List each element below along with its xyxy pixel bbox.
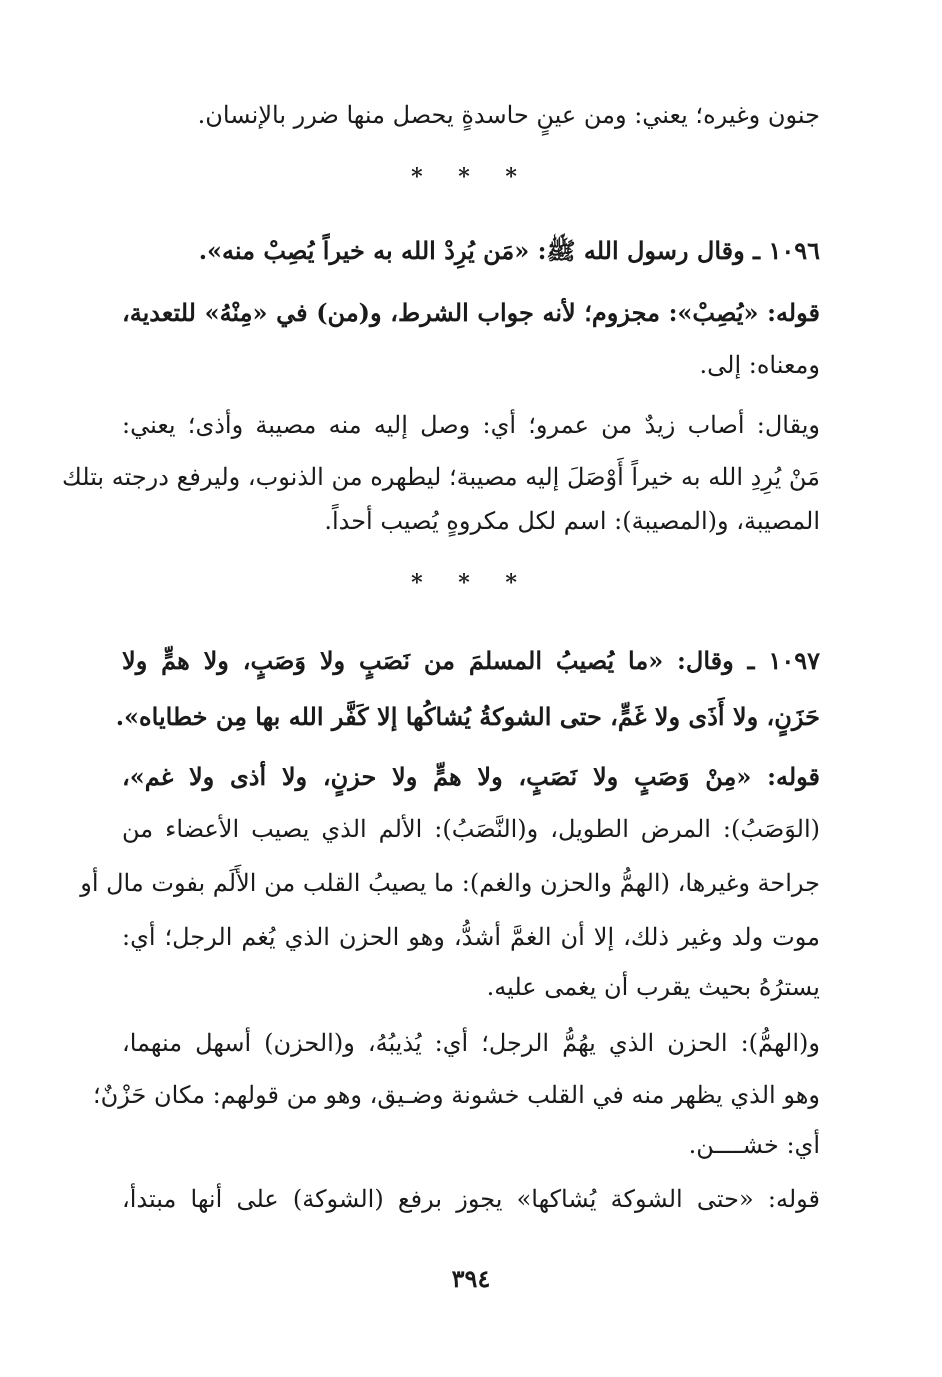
text-line: قوله: «مِنْ وَصَبٍ ولا نَصَبٍ، ولا همٍّ ولا حزنٍ، ولا أذى ولا غم»،	[122, 762, 820, 791]
text-line: موت ولد وغير ذلك، إلا أن الغمَّ أشدُّ، وهو الحزن الذي يُغم الرجل؛ أي:	[122, 923, 820, 951]
text-line: (الوَصَبُ): المرض الطويل، و(النَّصَبُ): الألم الذي يصيب الأعضاء من	[122, 815, 820, 843]
text-line: أي: خشــــن.	[688, 1131, 820, 1159]
hadith-heading: ١٠٩٧ ـ وقال: «ما يُصيبُ المسلمَ من نَصَبٍ ولا وَصَبٍ، ولا همٍّ ولا	[122, 646, 820, 675]
hadith-heading: ١٠٩٦ ـ وقال رسول الله ﷺ: «مَن يُرِدْ الله به خيراً يُصِبْ منه».	[198, 236, 820, 265]
section-separator: * * *	[411, 570, 531, 596]
text-line: يسترُهُ بحيث يقرب أن يغمى عليه.	[486, 973, 820, 1001]
hadith-heading: حَزَنٍ، ولا أَذَى ولا غَمٍّ، حتى الشوكةُ يُشاكُها إلا كَفَّر الله بها مِن خطاياه».	[115, 702, 820, 731]
text-span: قوله: «يُصِبْ»: مجزوم؛ لأنه جواب الشرط، و(من) في «مِنْهُ» للتعدية،	[122, 298, 820, 327]
text-line: المصيبة، و(المصيبة): اسم لكل مكروهٍ يُصيب أحداً.	[324, 507, 820, 535]
text-line: وهو الذي يظهر منه في القلب خشونة وضـيق، وهو من قولهم: مكان حَزْنٌ؛	[93, 1081, 820, 1109]
section-separator: * * *	[411, 164, 531, 190]
page-number: ٣٩٤	[451, 1264, 491, 1293]
text-line: قوله: «حتى الشوكة يُشاكها» يجوز برفع (الشوكة) على أنها مبتدأ،	[122, 1185, 820, 1213]
text-line: جنون وغيره؛ يعني: ومن عينٍ حاسدةٍ يحصل منها ضرر بالإنسان.	[197, 101, 820, 129]
text-line: و(الهمُّ): الحزن الذي يهُمُّ الرجل؛ أي: يُذيبُهُ، و(الحزن) أسهل منهما،	[122, 1029, 820, 1057]
text-line: مَنْ يُرِدِ الله به خيراً أَوْصَلَ إليه مصيبة؛ ليطهره من الذنوب، وليرفع درجته بتلك	[62, 463, 820, 491]
text-line: ومعناه: إلى.	[699, 351, 820, 379]
text-line: ويقال: أصاب زيدٌ من عمرو؛ أي: وصل إليه منه مصيبة وأذى؛ يعني:	[122, 411, 820, 439]
text-line: جراحة وغيرها، (الهمُّ والحزن والغم): ما يصيبُ القلب من الأَلَم بفوت مال أو	[80, 869, 820, 897]
text-line	[122, 296, 820, 330]
